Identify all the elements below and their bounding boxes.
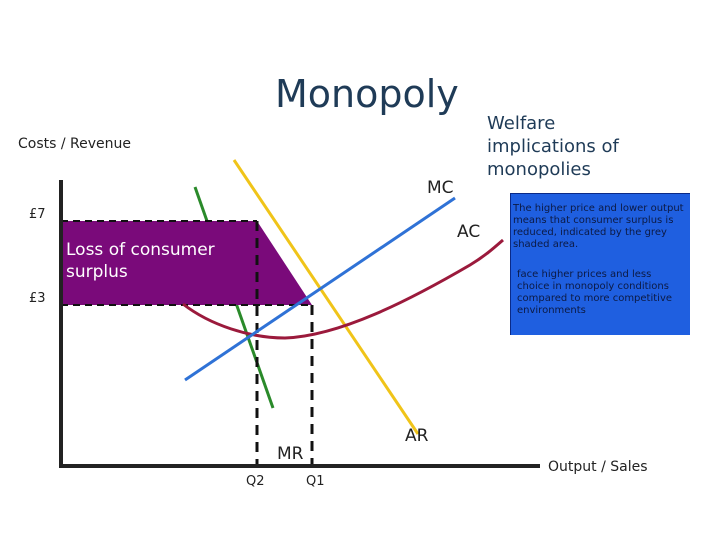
y-axis-label: Costs / Revenue (18, 136, 132, 152)
explanation-note-2: face higher prices and less choice in monopoly conditions compared to more competitive environments (517, 269, 673, 316)
slide-title: Monopoly (275, 72, 459, 116)
x-tick-q2: Q2 (246, 474, 265, 489)
loss-of-consumer-surplus-label: Loss of consumer surplus (66, 240, 215, 282)
ar-label: AR (405, 426, 429, 446)
y-tick-price-3: £3 (29, 291, 46, 306)
mr-label: MR (277, 444, 304, 464)
explanation-note-1: The higher price and lower output means that consumer surplus is reduced, indicated by the grey shaded area. (513, 203, 684, 250)
x-axis-label: Output / Sales (548, 459, 648, 475)
y-tick-price-7: £7 (29, 207, 46, 222)
mc-label: MC (427, 178, 454, 198)
ac-label: AC (457, 222, 481, 242)
explanation-note-box (510, 193, 690, 335)
welfare-heading: Welfare implications of monopolies (487, 113, 619, 180)
x-tick-q1: Q1 (306, 474, 325, 489)
